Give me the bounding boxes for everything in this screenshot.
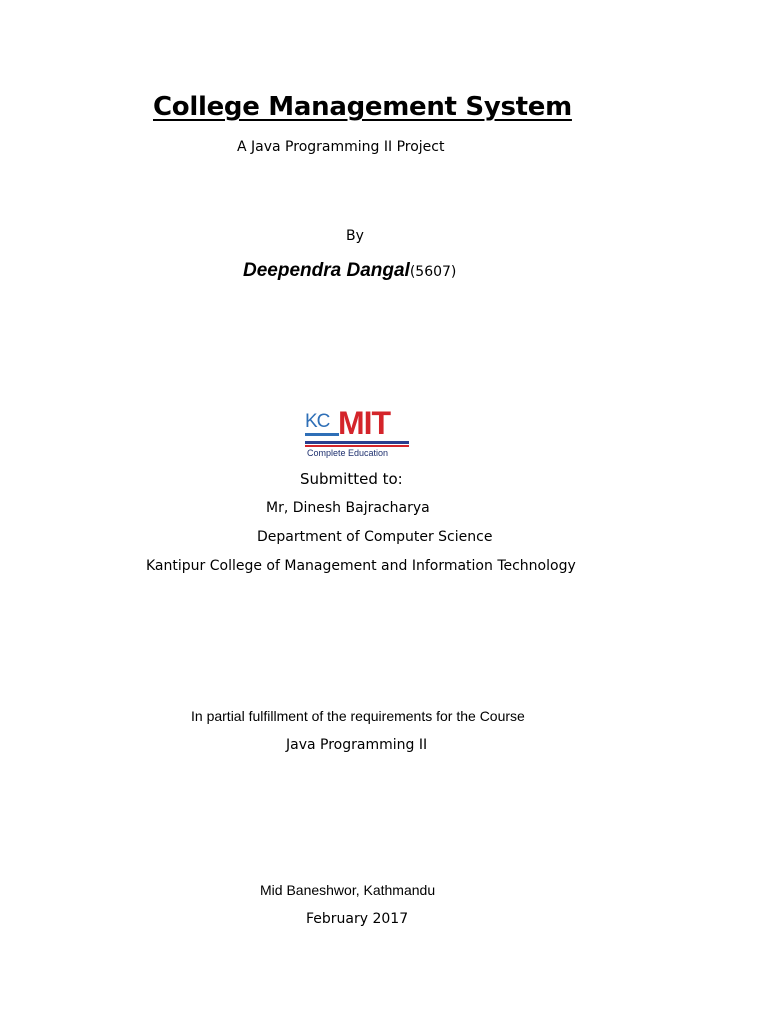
fulfillment-statement: In partial fulfillment of the requirements for the Course [191,708,525,724]
document-subtitle: A Java Programming II Project [237,139,445,155]
logo-mit-text: MIT [338,405,391,441]
submitted-to-label: Submitted to: [300,470,403,488]
logo-kc-underline [305,433,339,436]
location: Mid Baneshwor, Kathmandu [260,882,436,898]
submission-date: February 2017 [306,911,409,927]
by-label: By [346,228,364,244]
college-name: Kantipur College of Management and Information Technology [146,558,576,574]
supervisor-name: Mr, Dinesh Bajracharya [266,500,430,516]
author-name: Deependra Dangal [243,260,410,281]
department-name: Department of Computer Science [257,529,493,545]
logo-kc-text: KC [305,411,330,432]
author-line [243,260,456,282]
logo-tagline: Complete Education [307,448,389,458]
logo-stripe-blue [305,441,409,444]
kcmit-logo [305,405,409,460]
logo-stripe-red [305,445,409,447]
course-name: Java Programming II [286,737,428,753]
document-title: College Management System [153,92,572,122]
author-id: (5607) [409,264,457,280]
